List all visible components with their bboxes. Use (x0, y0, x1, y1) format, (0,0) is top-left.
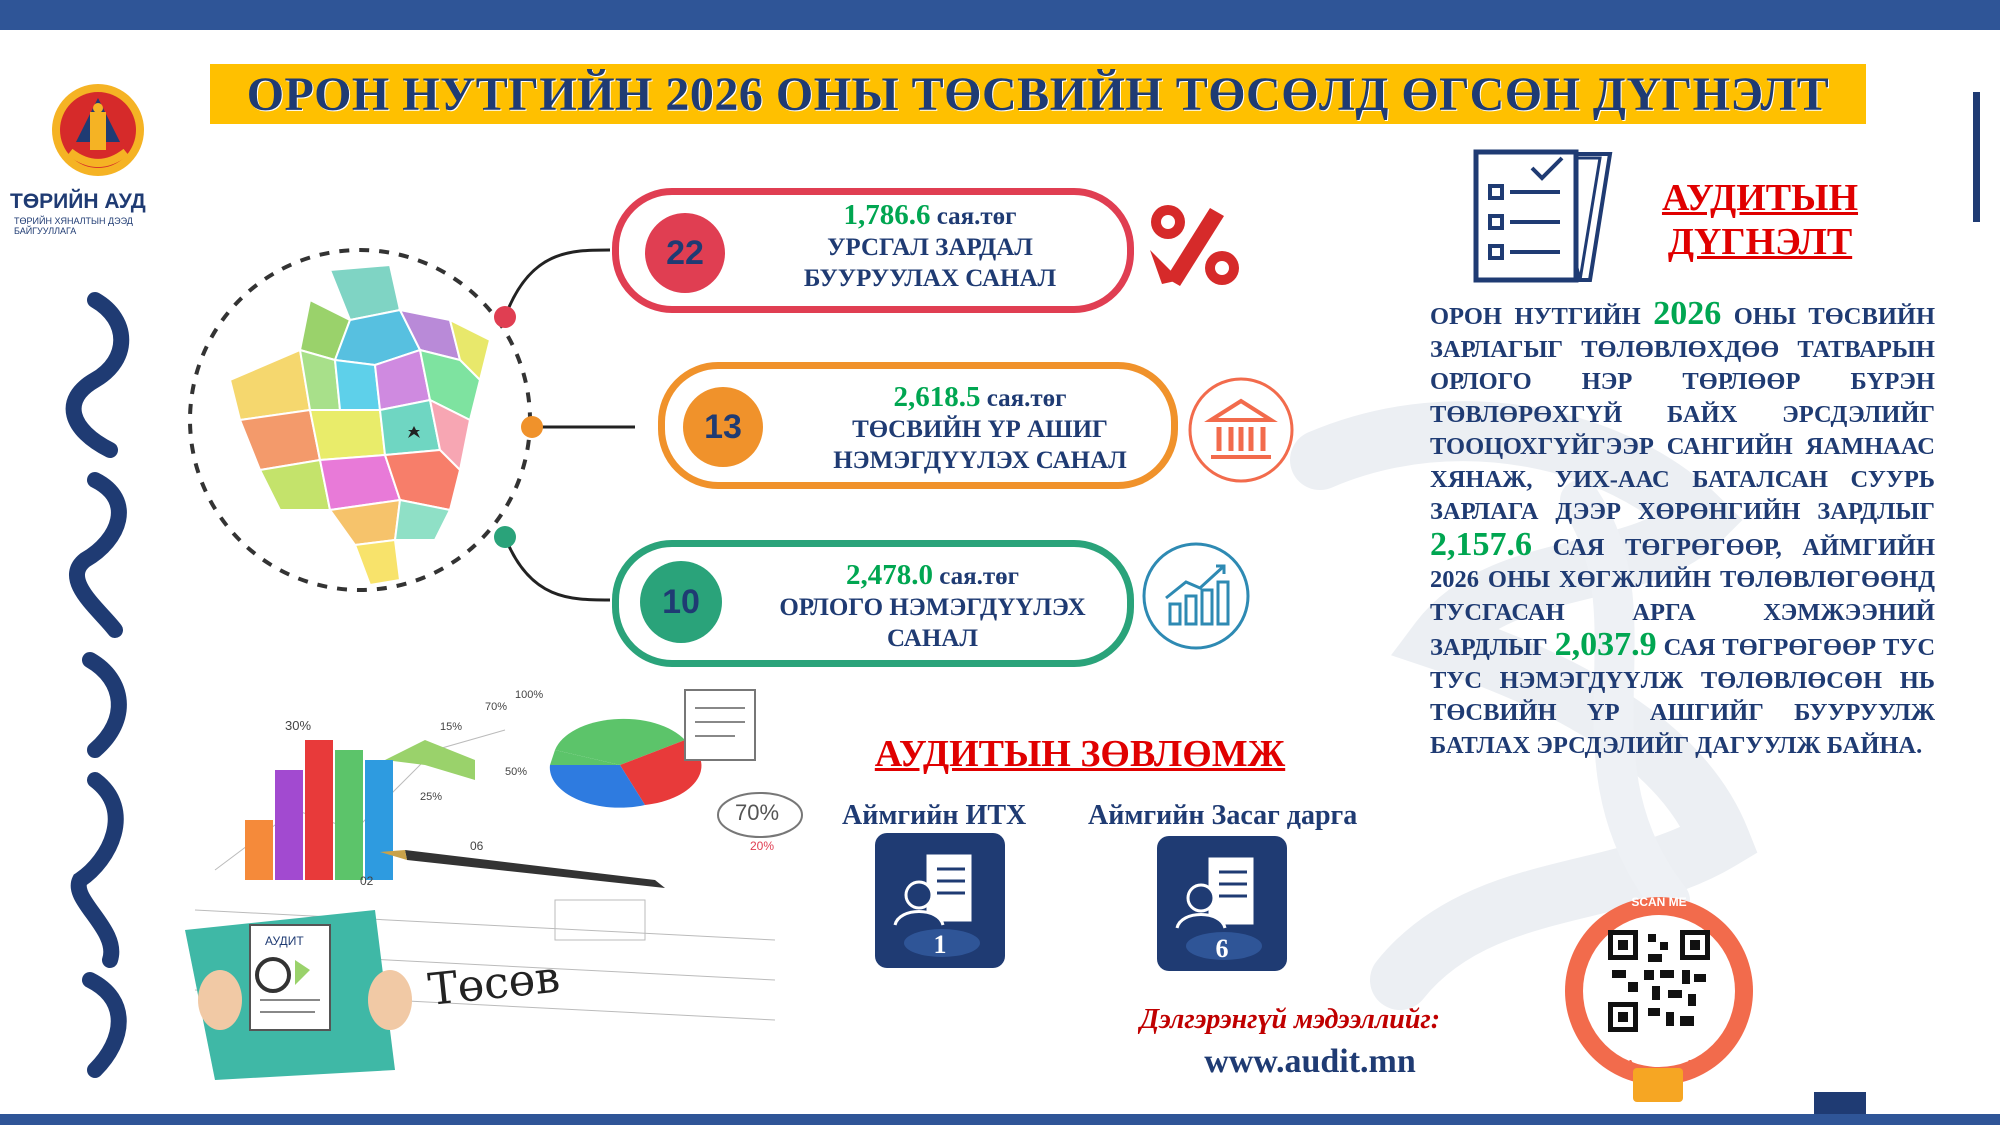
recommendation-count: 1 (933, 930, 947, 959)
proposal-amount: 2,618.5 (893, 381, 981, 413)
balloon-basket (1633, 1068, 1683, 1102)
proposal-line1: УРСГАЛ ЗАРДАЛ (827, 234, 1033, 261)
qr-code[interactable] (1608, 930, 1710, 1032)
chart-label: 100% (515, 689, 544, 701)
conclusion-year: 2026 (1653, 295, 1722, 332)
conclusion-part4: САЯ ТӨГРӨГӨӨР ТУС ТУС НЭМЭГДҮҮЛЖ ТӨЛӨВЛӨСӨН НЬ ТӨСВИЙН ҮР АШГИЙГ БУУРУУЛЖ БАТЛАХ ЭРСДЭЛИЙГ ДАГУУЛЖ БАЙНА. (1430, 634, 1936, 759)
audit-emblem-logo (50, 82, 146, 178)
mongolian-script-decoration (40, 280, 150, 1080)
checklist-icon (1470, 148, 1620, 286)
chart-label: 70% (735, 800, 780, 825)
logo-name: ТӨРИЙН АУД (10, 190, 146, 213)
right-accent-line (1973, 92, 1980, 222)
chart-label: 70% (485, 701, 508, 713)
conclusion-part3: САЯ ТӨГРӨГӨӨР, АЙМГИЙН 2026 ОНЫ ХӨГЖЛИЙН ТӨЛӨВЛӨГӨӨНД ТУСГАСАН АРГА ХЭМЖЭЭНИЙ ЗАРДЛЫГ (1430, 533, 1936, 661)
chart-label: 20% (750, 839, 775, 853)
proposal-text-expense (760, 200, 1100, 294)
proposal-count-badge: 13 (683, 387, 763, 467)
chart-label: 06 (470, 839, 484, 853)
conclusion-heading-line1: АУДИТЫН (1661, 177, 1859, 219)
more-info-label: Дэлгэрэнгүй мэдээллийг: (1139, 1004, 1441, 1035)
budget-word: Төсөв (425, 951, 563, 1016)
bank-icon (1186, 375, 1296, 485)
recommendation-count: 6 (1215, 934, 1229, 963)
proposal-count-badge: 10 (640, 561, 722, 643)
website-link[interactable]: www.audit.mn (1204, 1043, 1416, 1080)
proposal-line1: ОРЛОГО НЭМЭГДҮҮЛЭХ (779, 594, 1086, 621)
proposal-unit: сая.төг (986, 385, 1067, 412)
conclusion-amount2: 2,037.9 (1554, 626, 1657, 663)
chart-label: 30% (285, 718, 312, 733)
conclusion-part1: ОРОН НУТГИЙН (1430, 303, 1641, 330)
top-banner-bar (0, 0, 2000, 30)
conclusion-amount1: 2,157.6 (1430, 525, 1532, 563)
conclusion-part2: ОНЫ ТӨСВИЙН ЗАРЛАГЫГ ТӨЛӨВЛӨХДӨӨ ТАТВАРЫН ОРЛОГО НЭР ТӨРЛӨӨР БҮРЭН ТӨВЛӨРӨХГҮЙ БАЙХ ЭРСДЭЛИЙГ ТООЦОХГҮЙГЭЭР САНГИЙН ЯАМНААС ХЯНАЖ, УИХ-ААС БАТАЛСАН СУУРЬ ЗАРЛАГА ДЭЭР ХӨРӨНГИЙН ЗАРДЛЫГ (1430, 303, 1936, 525)
proposal-amount: 1,786.6 (843, 199, 931, 231)
chart-label: 50% (505, 766, 528, 778)
recommendation-label-council: Аймгийн ИТХ (842, 800, 1027, 831)
proposal-unit: сая.төг (936, 203, 1017, 230)
conclusion-heading (1620, 176, 1900, 264)
growth-chart-icon (1140, 540, 1252, 652)
board-title: АУДИТ (265, 934, 304, 948)
proposal-line2: САНАЛ (887, 625, 978, 652)
conclusion-heading-line2: ДҮГНЭЛТ (1667, 221, 1853, 263)
conclusion-text (1430, 295, 1936, 762)
proposal-text-efficiency (800, 382, 1160, 476)
proposal-line2: БУУРУУЛАХ САНАЛ (803, 265, 1057, 292)
proposal-text-revenue (760, 560, 1105, 654)
budget-illustration (175, 670, 815, 1090)
proposal-line2: НЭМЭГДҮҮЛЭХ САНАЛ (833, 447, 1127, 474)
logo-subtitle: ТӨРИЙН ХЯНАЛТЫН ДЭЭД БАЙГУУЛЛАГА (14, 216, 133, 236)
chart-label: 02 (360, 874, 374, 888)
recommendation-heading: АУДИТЫН ЗӨВЛӨМЖ (874, 733, 1286, 775)
proposal-line1: ТӨСВИЙН ҮР АШИГ (852, 416, 1108, 443)
scan-me-label: SCAN ME (1631, 895, 1687, 909)
recommendation-label-governor: Аймгийн Засаг дарга (1088, 800, 1358, 831)
page-title: ОРОН НУТГИЙН 2026 ОНЫ ТӨСВИЙН ТӨСӨЛД ӨГСӨН ДҮГНЭЛТ (210, 64, 1866, 124)
chart-label: 25% (420, 791, 443, 803)
percent-down-icon (1140, 200, 1250, 295)
proposal-amount: 2,478.0 (845, 559, 933, 591)
proposal-unit: сая.төг (939, 563, 1020, 590)
corner-block (1814, 1092, 1866, 1114)
bottom-banner-bar (0, 1114, 2000, 1125)
chart-label: 15% (440, 721, 463, 733)
proposal-count-badge: 22 (645, 213, 725, 293)
